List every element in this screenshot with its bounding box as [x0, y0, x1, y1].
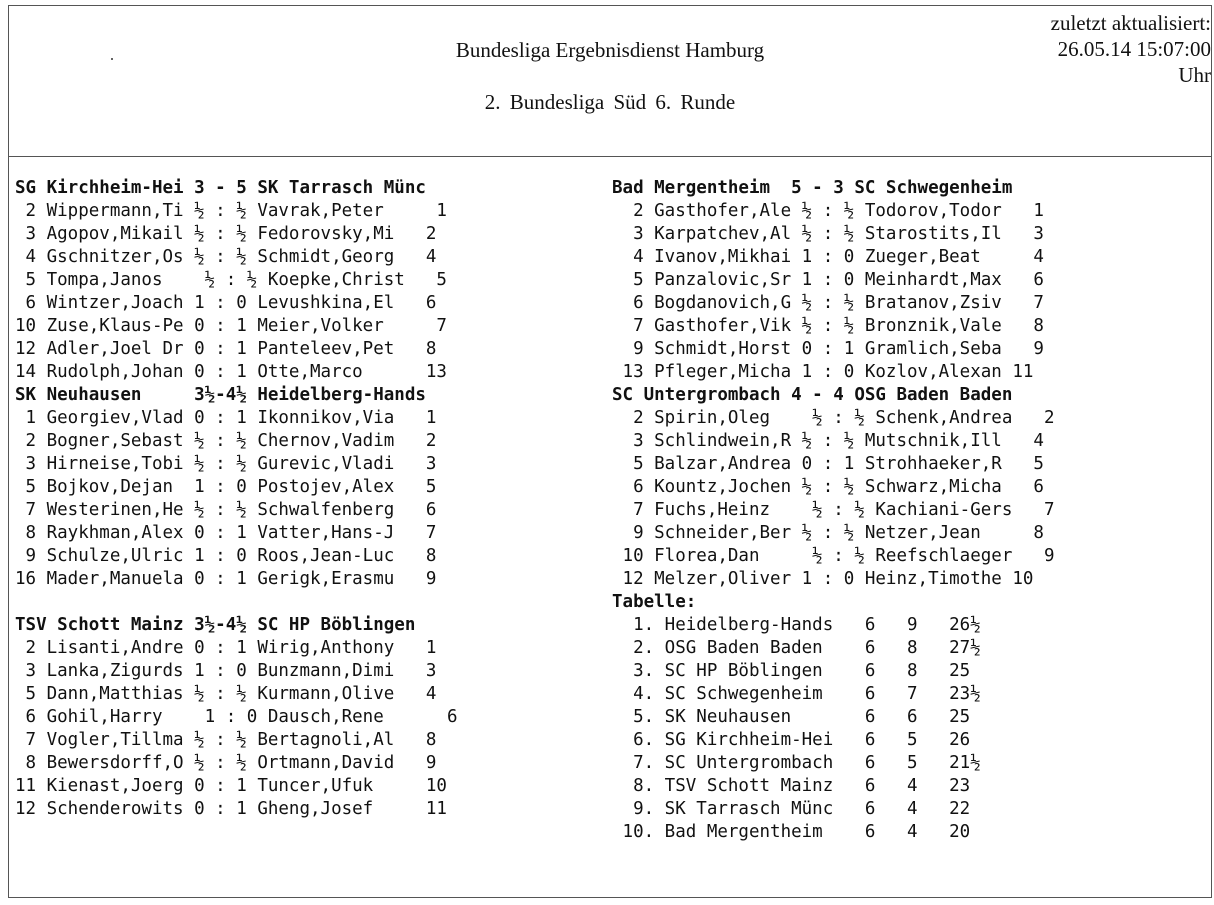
- left-line: 3 Agopov,Mikail ½ : ½ Fedorovsky,Mi 2: [15, 224, 437, 244]
- left-line: 8 Bewersdorff,O ½ : ½ Ortmann,David 9: [15, 753, 437, 773]
- page-subtitle: 2. Bundesliga Süd 6. Runde: [484, 90, 736, 114]
- right-line: 5 Panzalovic,Sr 1 : 0 Meinhardt,Max 6: [612, 270, 1044, 290]
- right-line: 6 Bogdanovich,G ½ : ½ Bratanov,Zsiv 7: [612, 293, 1044, 313]
- last-updated-date: 26.05.14 15:07:00: [1057, 37, 1211, 61]
- last-updated: [1051, 10, 1211, 88]
- left-line: 2 Lisanti,Andre 0 : 1 Wirig,Anthony 1: [15, 638, 437, 658]
- right-line: 7 Gasthofer,Vik ½ : ½ Bronznik,Vale 8: [612, 316, 1044, 336]
- right-line: 2 Gasthofer,Ale ½ : ½ Todorov,Todor 1: [612, 201, 1044, 221]
- right-line: 2 Spirin,Oleg ½ : ½ Schenk,Andrea 2: [612, 408, 1055, 428]
- right-line: 10 Florea,Dan ½ : ½ Reefschlaeger 9: [612, 546, 1055, 566]
- left-spacer: [15, 591, 458, 614]
- right-line: 5. SK Neuhausen 6 6 25: [612, 707, 971, 727]
- left-line: 12 Schenderowits 0 : 1 Gheng,Josef 11: [15, 799, 447, 819]
- left-results-column: [15, 177, 458, 821]
- left-line: 16 Mader,Manuela 0 : 1 Gerigk,Erasmu 9: [15, 569, 437, 589]
- right-heading: Bad Mergentheim 5 - 3 SC Schwegenheim: [612, 178, 1013, 198]
- left-line: 3 Hirneise,Tobi ½ : ½ Gurevic,Vladi 3: [15, 454, 437, 474]
- left-line: 2 Bogner,Sebast ½ : ½ Chernov,Vadim 2: [15, 431, 437, 451]
- left-heading: TSV Schott Mainz 3½-4½ SC HP Böblingen: [15, 615, 416, 635]
- left-line: 2 Wippermann,Ti ½ : ½ Vavrak,Peter 1: [15, 201, 447, 221]
- right-line: 9 Schneider,Ber ½ : ½ Netzer,Jean 8: [612, 523, 1044, 543]
- left-line: 6 Gohil,Harry 1 : 0 Dausch,Rene 6: [15, 707, 458, 727]
- left-line: 3 Lanka,Zigurds 1 : 0 Bunzmann,Dimi 3: [15, 661, 437, 681]
- left-line: 8 Raykhman,Alex 0 : 1 Vatter,Hans-J 7: [15, 523, 437, 543]
- left-line: 5 Tompa,Janos ½ : ½ Koepke,Christ 5: [15, 270, 447, 290]
- last-updated-label: zuletzt aktualisiert:: [1050, 11, 1211, 35]
- left-line: 1 Georgiev,Vlad 0 : 1 Ikonnikov,Via 1: [15, 408, 437, 428]
- left-line: 4 Gschnitzer,Os ½ : ½ Schmidt,Georg 4: [15, 247, 437, 267]
- right-line: 5 Balzar,Andrea 0 : 1 Strohhaeker,R 5: [612, 454, 1044, 474]
- right-line: 9. SK Tarrasch Münc 6 4 22: [612, 799, 971, 819]
- left-heading: SK Neuhausen 3½-4½ Heidelberg-Hands: [15, 385, 426, 405]
- last-updated-unit: Uhr: [1178, 63, 1211, 87]
- left-line: 12 Adler,Joel Dr 0 : 1 Panteleev,Pet 8: [15, 339, 437, 359]
- right-line: 13 Pfleger,Micha 1 : 0 Kozlov,Alexan 11: [612, 362, 1034, 382]
- left-line: 5 Bojkov,Dejan 1 : 0 Postojev,Alex 5: [15, 477, 437, 497]
- left-line: 7 Westerinen,He ½ : ½ Schwalfenberg 6: [15, 500, 437, 520]
- right-heading: Tabelle:: [612, 592, 697, 612]
- left-heading: SG Kirchheim-Hei 3 - 5 SK Tarrasch Münc: [15, 178, 426, 198]
- left-line: 5 Dann,Matthias ½ : ½ Kurmann,Olive 4: [15, 684, 437, 704]
- right-line: 3. SC HP Böblingen 6 8 25: [612, 661, 971, 681]
- right-line: 2. OSG Baden Baden 6 8 27½: [612, 638, 981, 658]
- right-line: 9 Schmidt,Horst 0 : 1 Gramlich,Seba 9: [612, 339, 1044, 359]
- left-line: 11 Kienast,Joerg 0 : 1 Tuncer,Ufuk 10: [15, 776, 447, 796]
- left-line: 14 Rudolph,Johan 0 : 1 Otte,Marco 13: [15, 362, 447, 382]
- right-line: 6 Kountz,Jochen ½ : ½ Schwarz,Micha 6: [612, 477, 1044, 497]
- left-line: 6 Wintzer,Joach 1 : 0 Levushkina,El 6: [15, 293, 437, 313]
- right-line: 7. SC Untergrombach 6 5 21½: [612, 753, 981, 773]
- right-line: 12 Melzer,Oliver 1 : 0 Heinz,Timothe 10: [612, 569, 1034, 589]
- right-line: 4 Ivanov,Mikhai 1 : 0 Zueger,Beat 4: [612, 247, 1044, 267]
- page-header: [9, 6, 1211, 157]
- right-line: 8. TSV Schott Mainz 6 4 23: [612, 776, 971, 796]
- right-line: 3 Schlindwein,R ½ : ½ Mutschnik,Ill 4: [612, 431, 1044, 451]
- right-heading: SC Untergrombach 4 - 4 OSG Baden Baden: [612, 385, 1013, 405]
- left-line: 7 Vogler,Tillma ½ : ½ Bertagnoli,Al 8: [15, 730, 437, 750]
- right-line: 6. SG Kirchheim-Hei 6 5 26: [612, 730, 971, 750]
- right-line: 4. SC Schwegenheim 6 7 23½: [612, 684, 981, 704]
- left-line: 10 Zuse,Klaus-Pe 0 : 1 Meier,Volker 7: [15, 316, 447, 336]
- left-line: 9 Schulze,Ulric 1 : 0 Roos,Jean-Luc 8: [15, 546, 437, 566]
- right-line: 10. Bad Mergentheim 6 4 20: [612, 822, 971, 842]
- page-title: Bundesliga Ergebnisdienst Hamburg: [455, 38, 765, 62]
- right-results-column: [612, 177, 1055, 844]
- right-line: 7 Fuchs,Heinz ½ : ½ Kachiani-Gers 7: [612, 500, 1055, 520]
- right-line: 1. Heidelberg-Hands 6 9 26½: [612, 615, 981, 635]
- right-line: 3 Karpatchev,Al ½ : ½ Starostits,Il 3: [612, 224, 1044, 244]
